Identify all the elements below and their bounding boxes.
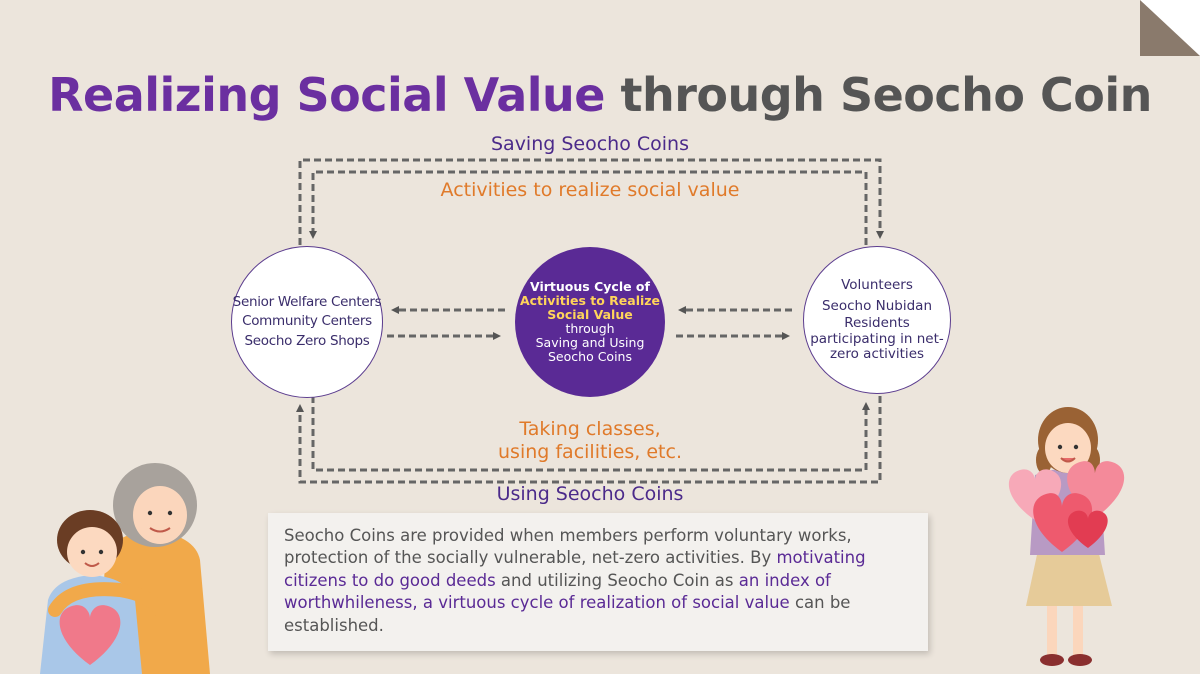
using-coins-label: Using Seocho Coins [496, 483, 684, 505]
bottom-activity-line1: Taking classes, [519, 418, 661, 440]
title-highlight: Realizing Social Value [48, 68, 605, 122]
center-line2: Activities to Realize [519, 293, 661, 308]
center-line5: Saving and Using [535, 335, 645, 350]
left-circle-line: Seocho Zero Shops [244, 332, 370, 349]
description-part2: and utilizing Seocho Coin as [495, 570, 739, 590]
center-line1: Virtuous Cycle of [530, 279, 650, 294]
center-line4: through [565, 321, 615, 336]
title-rest: through Seocho Coin [604, 68, 1152, 122]
bottom-activity-line2: using facilities, etc. [498, 441, 682, 463]
right-circle-line: Residents [844, 315, 910, 332]
right-circle-line: zero activities [829, 345, 925, 362]
description-part1: Seocho Coins are provided when members perform voluntary works, protection of the socially vulnerable, net-zero activities. By [284, 526, 852, 568]
left-circle-line: Community Centers [242, 313, 372, 330]
description-part3: can be established. [284, 593, 851, 635]
description-highlight2: an index of worthwhileness, a virtuous cycle of realization of social value [284, 570, 831, 613]
description-highlight1: motivating citizens to do good deeds [284, 548, 866, 590]
saving-coins-label: Saving Seocho Coins [490, 133, 689, 155]
center-line3: Social Value [547, 307, 633, 322]
right-circle-line: Seocho Nubidan [821, 298, 933, 315]
left-circle-line: Senior Welfare Centers [232, 294, 382, 311]
right-circle-line: Volunteers [841, 277, 913, 294]
top-activity-label: Activities to realize social value [440, 179, 740, 201]
center-line6: Seocho Coins [548, 349, 632, 364]
right-circle-line: participating in net- [810, 330, 944, 347]
